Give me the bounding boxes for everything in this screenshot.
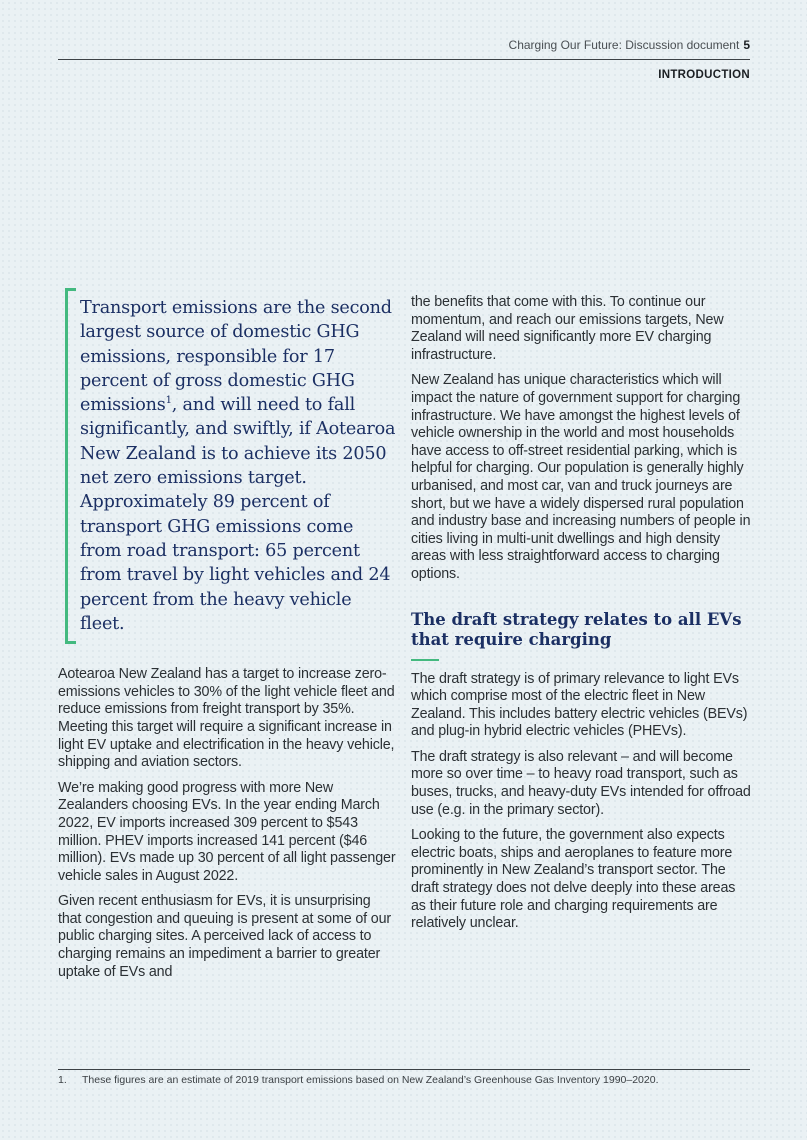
footnote-text: These figures are an estimate of 2019 transport emissions based on New Zealand’s Greenhouse Gas Inventory 1990–2020. [82,1074,659,1086]
pull-quote [58,288,396,644]
footnote-ref[interactable]: 1 [165,395,172,407]
page-number: 5 [743,38,750,52]
paragraph-progress: We’re making good progress with more New Zealanders choosing EVs. In the year ending March 2022, EV imports increased 309 percent to $543 million. PHEV imports increased 141 percent ($46 million). EVs made up 30 percent of all light passenger vehicle sales in August 2022. [58,779,396,884]
page-header [58,38,750,81]
left-column [58,288,396,989]
header-line [58,38,750,60]
right-column [411,294,753,941]
paragraph-future: Looking to the future, the government also expects electric boats, ships and aeroplanes to feature more prominently in New Zealand’s transport sector. The draft strategy does not delve deeply into these areas as their future role and charging requirements are relatively unclear. [411,827,736,932]
pull-quote-text-part-2: , and will need to fall significantly, and swiftly, if Aotearoa New Zealand is to achieve its 2050 net zero emissions target. Approximately 89 percent of transport GHG emissions come from road transport: 65 percent from travel by light vehicles and 24 percent from the heavy vehicle fleet. [80,395,396,634]
pull-quote-text-part-1: Transport emissions are the second largest source of domestic GHG emissions, responsible for 17 percent of gross domestic GHG emissions [80,298,392,416]
paragraph-characteristics: New Zealand has unique characteristics which will impact the nature of government support for charging infrastructure. We have amongst the highest levels of vehicle ownership in the world and most households have access to off-street residential parking, which is helpful for charging. Our population is generally highly urbanised, and most car, van and truck journeys are short, but we have a widely dispersed rural population and industry base and increasing numbers of people in cities living in multi-unit dwellings and high density areas with less straightforward access to charging options. [411,372,751,582]
paragraph-zev-target: Aotearoa New Zealand has a target to increase zero-emissions vehicles to 30% of the light vehicle fleet and reduce emissions from freight transport by 35%. Meeting this target will require a significant increase in light EV uptake and electrification in the heavy vehicle, shipping and aviation sectors. [58,666,395,771]
section-label: INTRODUCTION [658,69,750,81]
document-title: Charging Our Future: Discussion document [508,38,740,52]
footnote-number: 1. [58,1074,67,1086]
paragraph-light-evs: The draft strategy is of primary relevance to light EVs which comprise most of the electric fleet in New Zealand. This includes battery electric vehicles (BEVs) and plug-in hybrid electric vehicles (PHEVs). [411,670,748,740]
subsection-heading: The draft strategy relates to all EVs that require charging [411,609,742,649]
footnote-rule [58,1069,750,1070]
footnote [58,1074,750,1086]
footnote-area [58,1069,750,1086]
pull-quote-text [80,296,396,636]
paragraph-benefits: the benefits that come with this. To continue our momentum, and reach our emissions targets, New Zealand will need significantly more EV charging infrastructure. [411,294,724,363]
heading-accent-rule [411,659,439,661]
paragraph-heavy-transport: The draft strategy is also relevant – and will become more so over time – to heavy road transport, such as buses, trucks, and heavy-duty EVs intended for offroad use (e.g. in the primary sector). [411,748,751,818]
paragraph-congestion: Given recent enthusiasm for EVs, it is unsurprising that congestion and queuing is present at some of our public charging sites. A perceived lack of access to charging remains an impediment a barrier to greater uptake of EVs and [58,893,392,980]
quote-bracket [65,288,76,644]
